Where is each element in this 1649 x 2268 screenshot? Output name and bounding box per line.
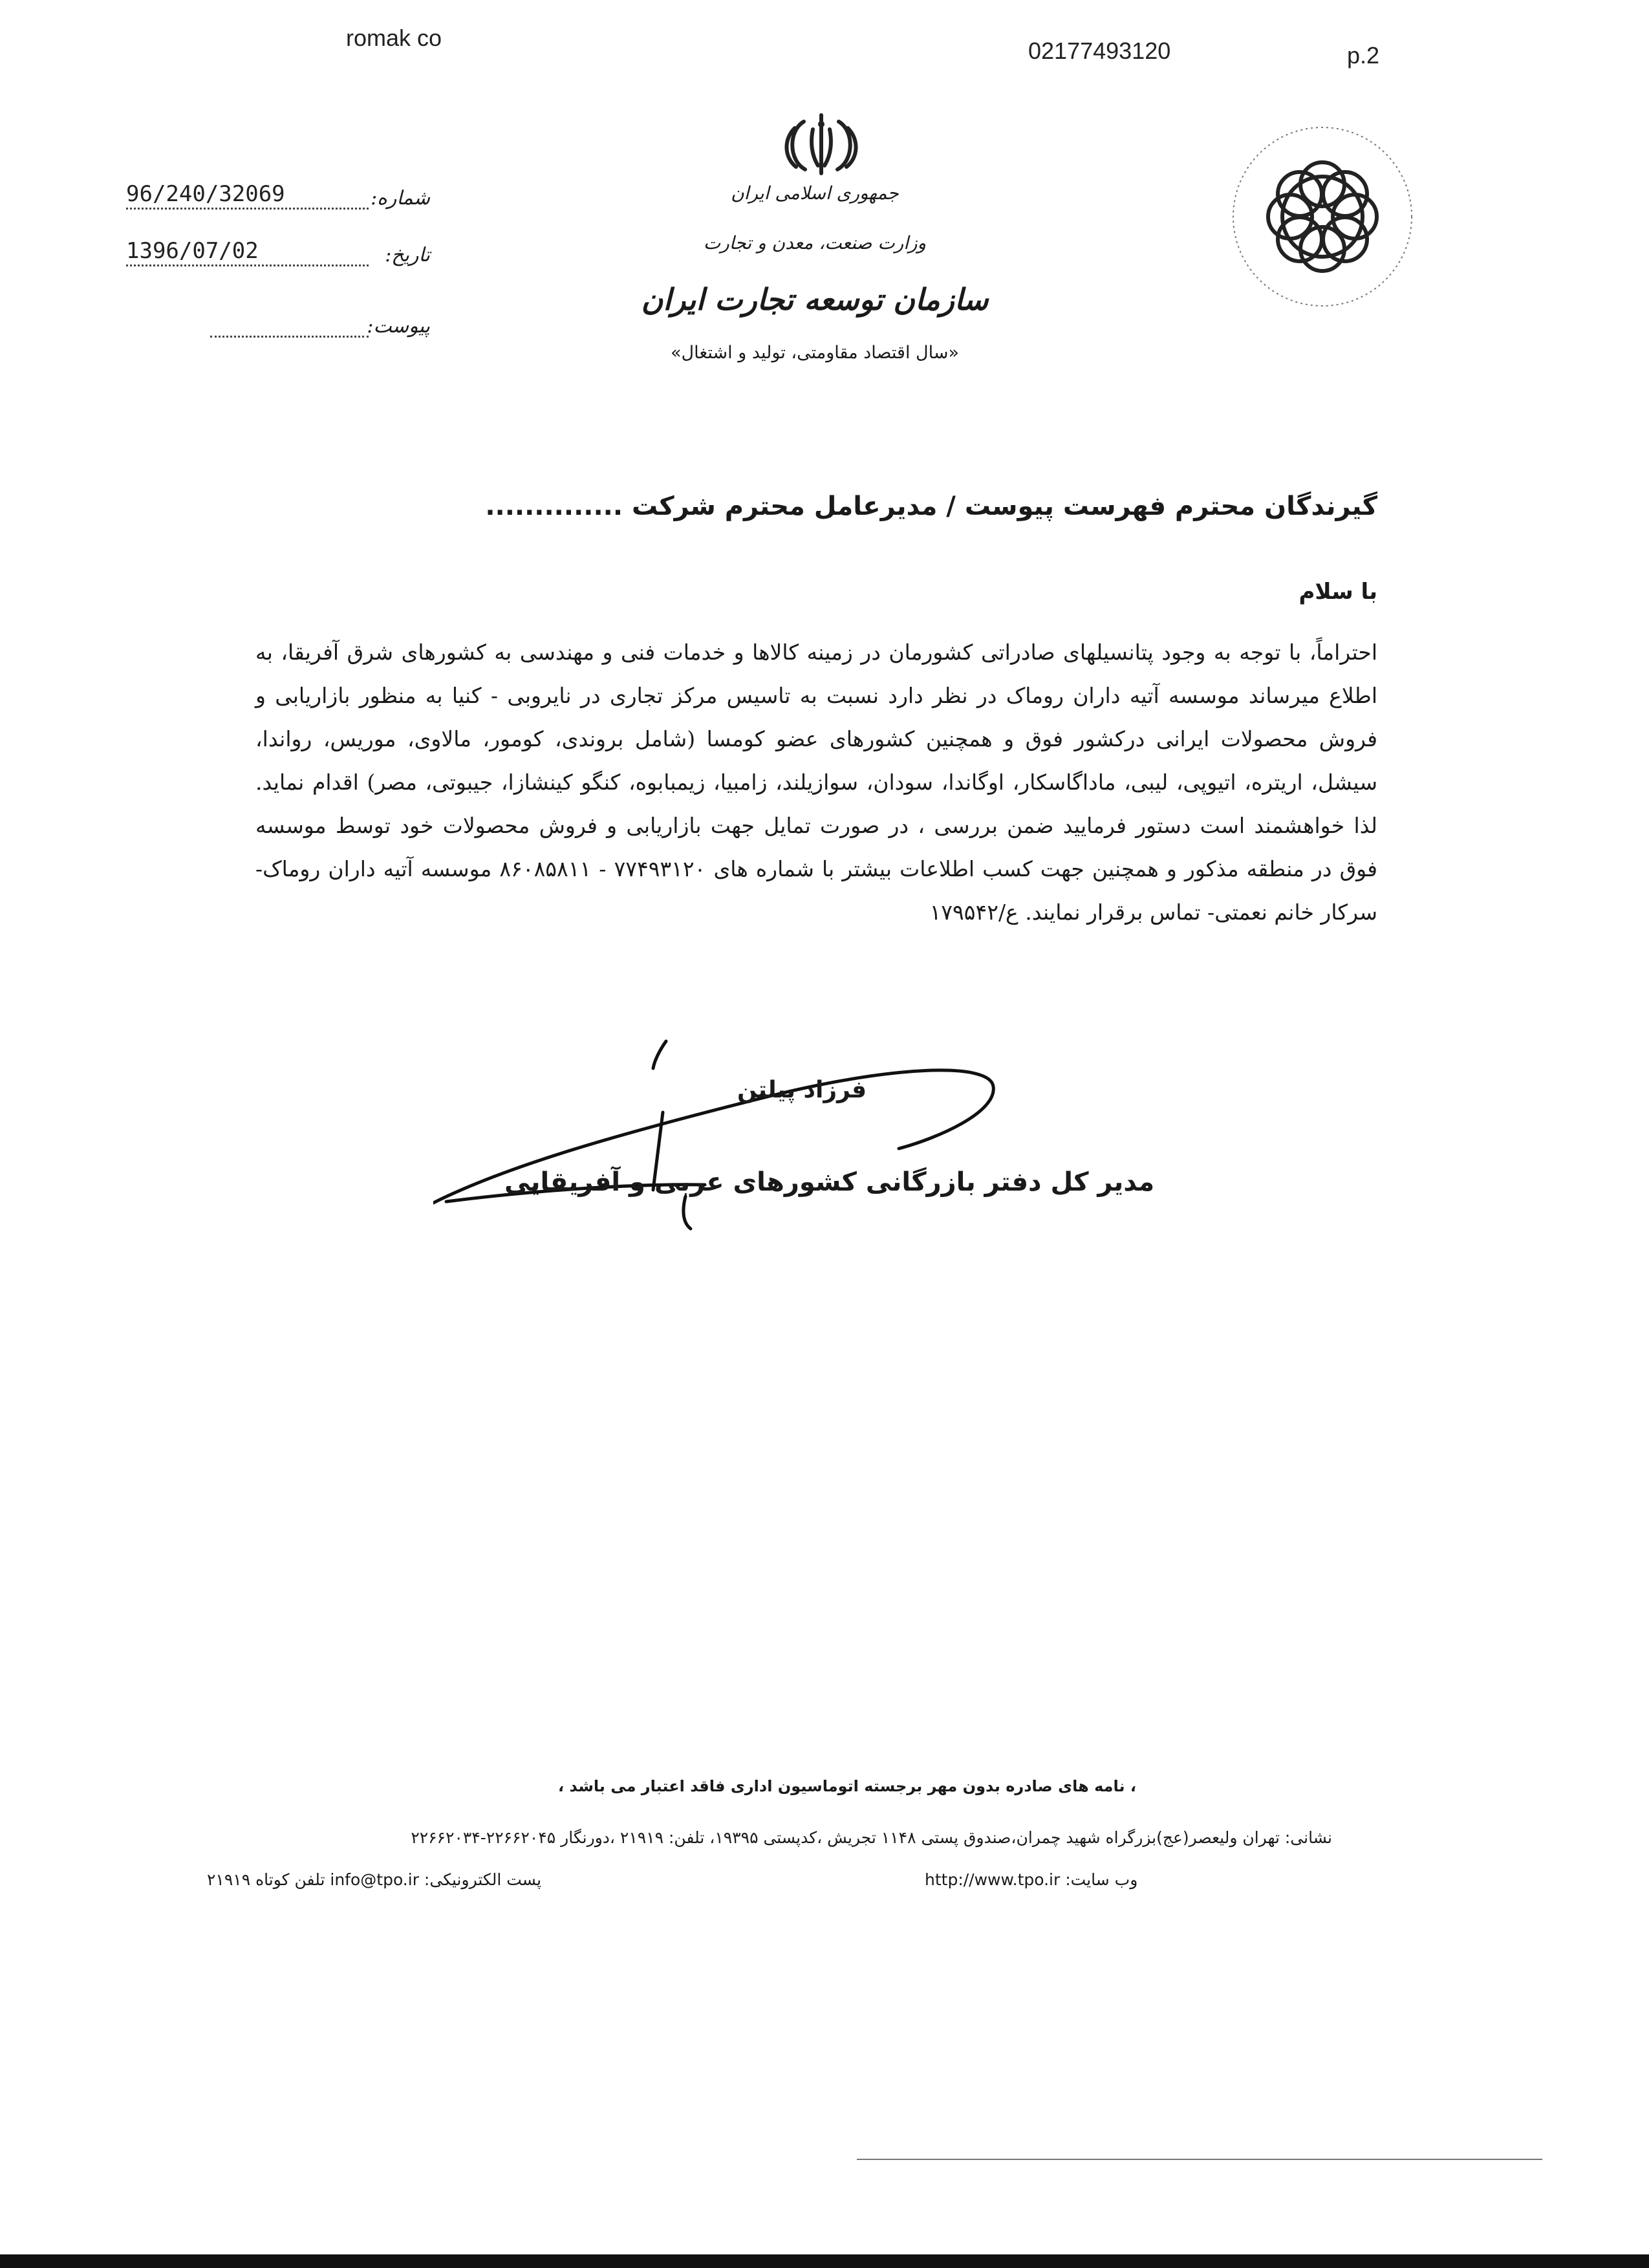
footer-website: وب سایت: http://www.tpo.ir <box>925 1870 1138 1889</box>
organization-seal-icon <box>1225 120 1419 314</box>
ministry-name: وزارت صنعت، معدن و تجارت <box>703 232 927 254</box>
letter-attachment-row <box>126 303 430 341</box>
letter-attachment-label: پیوست: <box>367 315 430 338</box>
letter-date-value: 1396/07/02 <box>126 238 259 264</box>
dotted-line <box>210 336 369 338</box>
letter-body: احتراماً، با توجه به وجود پتانسیلهای صادراتی کشورمان در زمینه کالاها و خدمات فنی و مهندسی به کشورهای شرق آفریقا، به اطلاع میرساند موسسه آتیه داران روماک در نظر دارد نسبت به تاسیس مرکز تجاری در نایروبی - کنیا به منظور بازاریابی و فروش محصولات ایرانی درکشور فوق و همچنین کشورهای عضو کومسا (شامل بروندی، کومور، مالاوی، موریس، رواندا، سیشل، اریتره، اتیوپی، لیبی، ماداگاسکار، اوگاندا، سودان، سوازیلند، زامبیا، زیمبابوه، کنگو کینشازا، جیبوتی، مصر) اقدام نماید. لذا خواهشمند است دستور فرمایید ضمن بررسی ، در صورت تمایل جهت بازاریابی و فروش محصولات خود توسط موسسه فوق در منطقه مذکور و همچنین جهت کسب اطلاعات بیشتر با شماره های ۷۷۴۹۳۱۲۰ - ۸۶۰۸۵۸۱۱ موسسه آتیه داران روماک- سرکار خانم نعمتی- تماس برقرار نمایند. ع/۱۷۹۵۴۲ <box>255 640 1378 925</box>
letter-date-row <box>126 232 430 270</box>
footer-address: نشانی: تهران ولیعصر(عج)بزرگراه شهید چمران،صندوق پستی ۱۱۴۸ تجریش ،کدپستی ۱۹۳۹۵، تلفن: ۲۱۹۱۹ ،دورنگار ۲۲۶۶۲۰۴۵-۲۲۶۶۲۰۳۴ <box>411 1828 1332 1847</box>
fax-phone: 02177493120 <box>1028 38 1171 64</box>
fax-page-number: p.2 <box>1347 42 1380 69</box>
bottom-divider <box>857 2159 1542 2160</box>
scan-border <box>0 2254 1649 2268</box>
republic-name: جمهوری اسلامی ایران <box>731 182 899 204</box>
handwritten-signature <box>433 1035 1015 1248</box>
footer-validity-note: ، نامه های صادره بدون مهر برجسته اتوماسیون اداری فاقد اعتبار می باشد ، <box>557 1777 1136 1795</box>
signatory-name: فرزاد پیلتن <box>737 1077 867 1103</box>
year-slogan: «سال اقتصاد مقاومتی، تولید و اشتغال» <box>670 343 960 363</box>
letter-number-row <box>126 175 430 213</box>
letter-addressee: گیرندگان محترم فهرست پیوست / مدیرعامل محترم شرکت .............. <box>485 491 1377 521</box>
letter-number-value: 96/240/32069 <box>126 181 285 207</box>
signatory-title: مدیر کل دفتر بازرگانی کشورهای عربی و آفریقایی <box>504 1167 1155 1197</box>
letter-date-label: تاریخ: <box>385 244 430 266</box>
dotted-line <box>126 208 369 210</box>
organization-name: سازمان توسعه تجارت ایران <box>641 282 989 317</box>
footer-email: پست الکترونیکی: info@tpo.ir تلفن کوتاه ۲۱۹۱۹ <box>207 1870 542 1889</box>
dotted-line <box>126 265 369 266</box>
emblem-of-iran-icon <box>779 110 863 181</box>
fax-sender: romak co <box>346 25 442 51</box>
letter-greeting: با سلام <box>1299 579 1377 605</box>
letterhead <box>582 182 1048 363</box>
letter-number-label: شماره: <box>371 187 430 210</box>
